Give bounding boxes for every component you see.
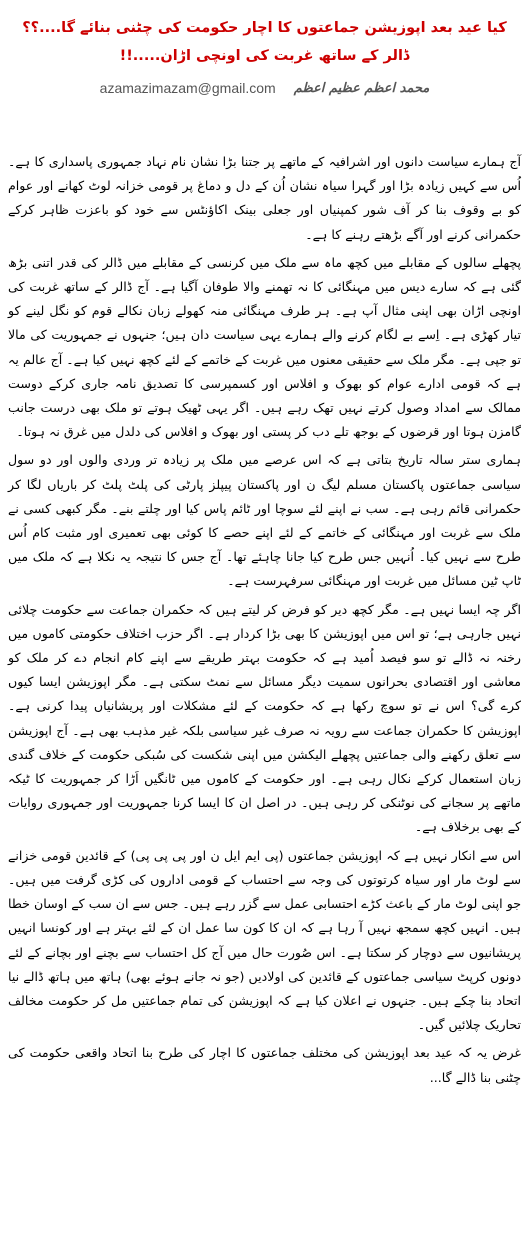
paragraph: اس سے انکار نہیں ہے کہ اپوزیشن جماعتوں (پی ایم ایل ن اور پی پی پی) کے قائدین قومی خزانے سے لوٹ مار اور سیاہ کرتوتوں کی وجہ سے احتساب کے قومی اداروں کی کڑی گرفت میں ہیں۔ جو اپنی لوٹ مار کے باعث کڑے احتسابی عمل سے گزر رہے ہیں۔ جس سے ان سب کے اوسان خطا ہیں۔ انہیں کچھ سمجھ نہیں آ رہا ہے کہ ان کا کون سا عمل ان کے لئے بہتر ہے اور کونسا انہیں پریشانیوں سے دوچار کر سکتا ہے۔ اس صُورت حال میں آج کل احتساب سے بچنے اور بچانے کے لئے دونوں کرپٹ سیاسی جماعتوں کے قائدین کی اولادیں (جو نہ جانے ہوئے بھی) ہاتھ میں ہاتھ ڈالے نیا اتحاد بنا چکے ہیں۔ جنہوں نے اعلان کیا ہے کہ اپوزیشن کی تمام جماعتیں مل کر حکومت مخالف تحاریک چلائیں گیں۔	[8, 847, 521, 1033]
paragraph: غرض یہ کہ عید بعد اپوزیشن کی مختلف جماعتوں کا اچار کی طرح بنا اتحاد واقعی حکومت کی چٹنی بنا ڈالے گا...	[8, 1045, 521, 1085]
author-name: محمد اعظم عظیم اعظم	[293, 80, 430, 96]
byline	[10, 80, 519, 96]
paragraph: آج ہمارے سیاست دانوں اور اشرافیہ کے ماتھے پر جتنا بڑا نشان نام نہاد جمہوری پاسداری کا ہے۔ اُس سے کہیں زیادہ بڑا اور گہرا سیاہ نشان اُن کے دل و دماغ پر قومی خزانہ لوٹ کھانے اور عوام کو بے وقوف بنا کر آف شور کمپنیاں اور جعلی بینک اکاؤنٹس سے خود کو باعزت ظاہر کرکے حکمرانی کرنے اور آگے بڑھتے رہنے کا ہے۔	[8, 154, 521, 242]
article-title: کیا عید بعد اپوزیشن جماعتوں کا اچار حکومت کی چٹنی بنائے گا....؟؟ ڈالر کے ساتھ غربت کی اونچی اڑان.....!!	[22, 20, 507, 64]
article-body	[8, 150, 521, 1090]
author-email[interactable]: azamazimazam@gmail.com	[99, 80, 276, 96]
paragraph: ہماری ستر سالہ تاریخ بتاتی ہے کہ اس عرصے میں ملک پر زیادہ تر وردی والوں اور دو سول سیاسی جماعتوں پاکستان مسلم لیگ ن اور پاکستان پیپلز پارٹی کی پلٹ پلٹ کر باریاں لگا کر حکمرانی قائم رہی ہے۔ سب نے اپنے لئے سوچا اور ٹائم پاس کیا اور چلتے بنے۔ مگر کبھی کسی نے ملک سے غربت اور مہنگائی کے خاتمے کے لئے اپنے حصے کا کوئی بھی تعمیری اور مثبت کام اُس طرح سے نہیں کیا۔ اُنہیں جس طرح کیا جانا چاہئے تھا۔ آج جس کا نتیجہ یہ نکلا ہے کہ ملک میں ٹاپ ٹین مسائل میں غربت اور مہنگائی سرفہرست ہے۔	[8, 452, 521, 589]
paragraph: اگر چہ ایسا نہیں ہے۔ مگر کچھ دیر کو فرض کر لیتے ہیں کہ حکمران جماعت سے حکومت چلائی نہیں جارہی ہے؛ تو اس میں اپوزیشن کا بھی بڑا کردار ہے۔ اگر حزب اختلاف حکومتی کاموں میں رخنہ نہ ڈالے تو سو فیصد اُمید ہے کہ حکومت بہتر طریقے سے اپنے کام انجام دے کر ملک کو معاشی اور اقتصادی بحرانوں سمیت دیگر مسائل سے نمٹ سکتی ہے۔ مگر اپوزیشن ایسا کیوں کرے گی؟ اس نے تو سوچ رکھا ہے کہ حکومت کے لئے مشکلات اور پریشانیاں پیدا کرنی ہے۔ اپوزیشن کا حکمران جماعت سے رویہ نہ صرف غیر سیاسی بلکہ غیر مذہب بھی ہے۔ آج اپوزیشن سے تعلق رکھنے والی جماعتیں پچھلے الیکشن میں اپنی شکست کی سُبکی حکومت کے خلاف گندی زبان استعمال کرکے نکال رہی ہے۔ اور حکومت کے کاموں میں ٹانگیں اَڑا کر جمہوریت کا ٹیکہ ماتھے پر سجانے کی نوٹنکی کر رہی ہیں۔ در اصل ان کا ایسا کرنا جمہوریت اور جمہوری روایات کے بھی برخلاف ہے۔	[8, 601, 521, 835]
paragraph: پچھلے سالوں کے مقابلے میں کچھ ماہ سے ملک میں کرنسی کے مقابلے میں ڈالر کی قدر اتنی بڑھ گئی ہے کہ سارے دیس میں مہنگائی کا نہ تھمنے والا طوفان آگیا ہے۔ آج ڈالر کے ساتھ غربت کی اونچی اڑان بھی اپنی مثال آپ ہے۔ ہر طرف مہنگائی منہ کھولے زبان نکالے قوم کو نگل لینے کو تیار کھڑی ہے۔ اِسے بے لگام کرنے والے ہمارے یہی سیاست دان ہیں؛ جنہوں نے جمہوریت کی مالا تو جپی ہے۔ مگر ملک سے حقیقی معنوں میں غربت کے خاتمے کے لئے کچھ نہیں کیا ہے۔ آج عالم یہ ہے کہ قومی ادارے عوام کو بھوک و افلاس اور کسمپرسی کا تصدیق نامہ جاری کرکے دوست ممالک سے امداد وصول کرتے نہیں تھک رہے ہیں۔ اگر یہی ٹھیک ہوتے تو ملک بھی درست جانب گامزن ہوتا اور قرضوں کے بوجھ تلے دب کر پستی اور بھوک و افلاس کی دلدل میں غرق نہ ہوتا۔	[8, 254, 521, 440]
